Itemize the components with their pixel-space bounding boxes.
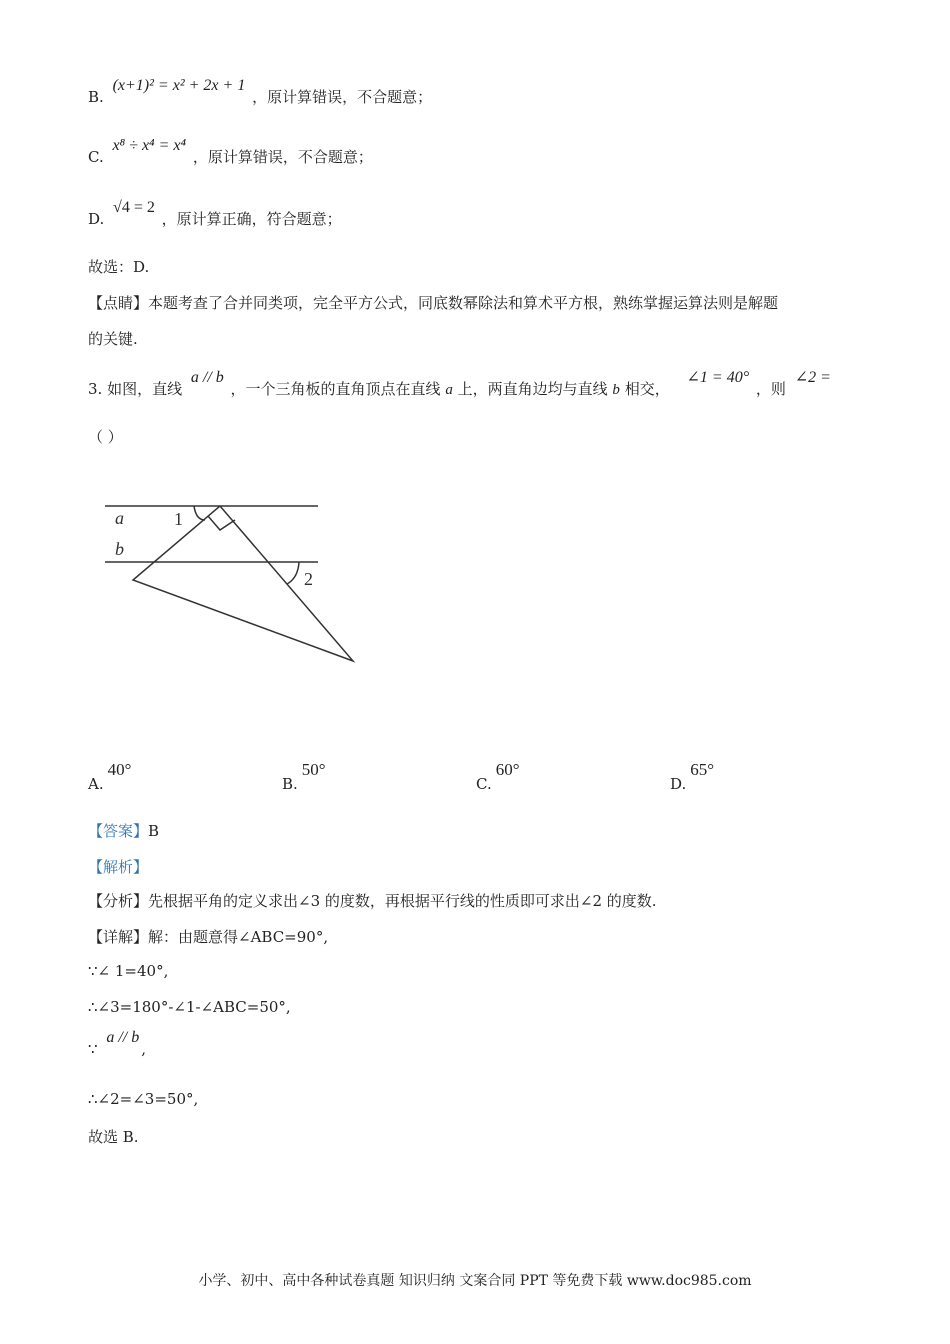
option-value: 65° (690, 760, 715, 779)
formula: √4 = 2 (113, 199, 155, 216)
step-1: ∵∠ 1=40°, (88, 962, 169, 980)
choose-line: 故选：D. (88, 258, 150, 276)
footer-text: 小学、初中、高中各种试卷真题 知识归纳 文案合同 PPT 等免费下载 www.doc985.com (198, 1273, 752, 1289)
question-text: 相交， (624, 380, 670, 398)
question-text: ，则 (755, 380, 786, 398)
option-b (282, 760, 326, 794)
answer-value: B (148, 822, 160, 840)
formula: a // b (106, 1029, 140, 1046)
option-value: 40° (107, 760, 132, 779)
question-text: 3. 如图，直线 (88, 380, 183, 398)
line-text: ，原计算错误，不合题意； (252, 88, 433, 106)
question-text: ，一个三角板的直角顶点在直线 (230, 380, 441, 398)
answer-label: 【答案】 (88, 822, 149, 840)
angle-1-arc (194, 506, 205, 520)
formula: ∠1 = 40° (686, 369, 750, 386)
label-1: 1 (174, 509, 183, 529)
variable: a (445, 382, 453, 398)
because-symbol: ∵ (88, 1040, 98, 1058)
option-a (88, 760, 132, 794)
choose-final: 故选 B. (88, 1128, 139, 1146)
option-d (670, 760, 715, 794)
comment-line-2: 的关键. (88, 330, 138, 348)
triangle (133, 506, 353, 661)
option-prefix: C. (88, 148, 104, 166)
variable: b (612, 382, 620, 398)
step-4: ∴∠2=∠3=50°, (88, 1090, 199, 1108)
label-b: b (115, 539, 124, 559)
angle-2-arc (287, 562, 299, 584)
step-3 (88, 1029, 146, 1059)
line-text: ，原计算正确，符合题意； (161, 210, 342, 228)
comma: , (141, 1040, 146, 1058)
option-prefix: B. (88, 88, 104, 106)
option-letter: A. (88, 775, 104, 793)
formula: (x+1)² = x² + 2x + 1 (112, 77, 246, 94)
analysis-label: 【解析】 (88, 858, 149, 876)
question-text: 上，两直角边均与直线 (457, 380, 608, 398)
option-value: 60° (495, 760, 520, 779)
answer-line (88, 820, 159, 841)
option-prefix: D. (88, 210, 105, 228)
label-2: 2 (304, 569, 313, 589)
detail-text: 【详解】解：由题意得∠ABC=90°, (88, 928, 329, 946)
formula: a // b (190, 369, 224, 386)
option-value: 50° (301, 760, 326, 779)
option-letter: D. (670, 775, 687, 793)
line-text: ，原计算错误，不合题意； (192, 148, 373, 166)
question-paren: （ ） (88, 428, 123, 446)
option-c (476, 760, 520, 794)
formula: ∠2 = (794, 369, 831, 386)
step-2: ∴∠3=180°-∠1-∠ABC=50°, (88, 998, 291, 1016)
label-a: a (115, 508, 124, 528)
option-letter: C. (476, 775, 492, 793)
option-letter: B. (282, 775, 298, 793)
comment-line-1: 【点睛】本题考查了合并同类项，完全平方公式，同底数幂除法和算术平方根，熟练掌握运算法则是解题 (88, 294, 779, 312)
formula: x⁸ ÷ x⁴ = x⁴ (112, 137, 187, 154)
analysis-text: 【分析】先根据平角的定义求出∠3 的度数，再根据平行线的性质即可求出∠2 的度数. (88, 892, 657, 910)
